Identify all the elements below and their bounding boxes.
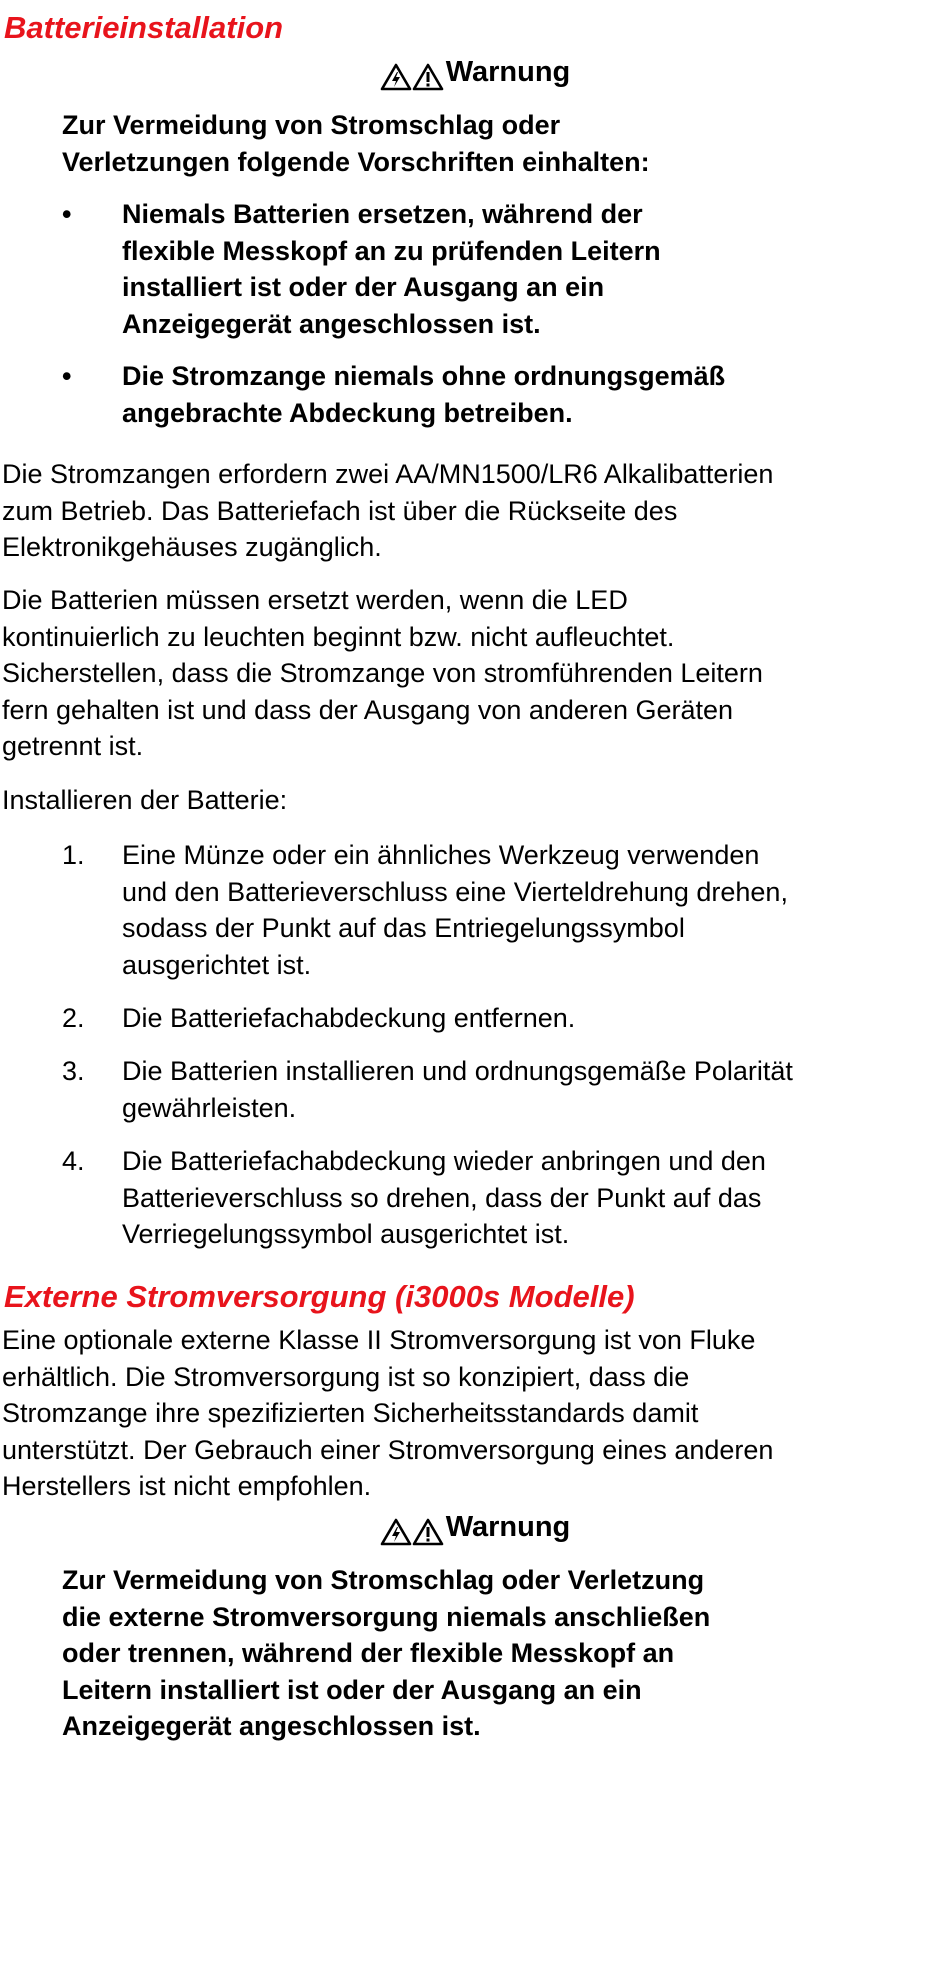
steps-intro: Installieren der Batterie:: [2, 785, 288, 815]
step-number: 4.: [62, 1146, 85, 1176]
warning-icon: [412, 63, 444, 91]
warning-line: die externe Stromversorgung niemals anschließen: [62, 1601, 711, 1632]
step-item: [62, 1143, 892, 1253]
high-voltage-warning-icon: [380, 1518, 412, 1546]
warning-icon: [412, 1518, 444, 1546]
warning-title-text: Warnung: [445, 1511, 571, 1543]
step-line: Eine Münze oder ein ähnliches Werkzeug verwenden: [122, 840, 760, 870]
bullet-line: installiert ist oder der Ausgang an ein: [122, 272, 605, 302]
warning-title: [0, 56, 950, 93]
warning-line: Anzeigegerät angeschlossen ist.: [62, 1711, 481, 1741]
warning-bullet-item: [62, 196, 862, 342]
step-item: [62, 1053, 892, 1126]
step-line: und den Batterieverschluss eine Vierteldrehung drehen,: [122, 876, 788, 907]
paragraph-line: fern gehalten ist und dass der Ausgang von anderen Geräten: [2, 694, 734, 725]
step-text: [122, 1053, 892, 1126]
paragraph-line: erhältlich. Die Stromversorgung ist so konzipiert, dass die: [2, 1361, 690, 1392]
paragraph-line: kontinuierlich zu leuchten beginnt bzw. nicht aufleuchtet.: [2, 621, 675, 652]
warning-intro-line: Zur Vermeidung von Stromschlag oder: [62, 110, 561, 140]
warning-icons: [380, 1515, 444, 1548]
step-text: [122, 1000, 892, 1037]
bullet-text: [122, 196, 862, 342]
warning-line: Leitern installiert ist oder der Ausgang an ein: [62, 1674, 642, 1705]
step-line: gewährleisten.: [122, 1092, 297, 1123]
paragraph-line: Die Batterien müssen ersetzt werden, wenn die LED: [2, 585, 628, 615]
bullet-line: Niemals Batterien ersetzen, während der: [122, 199, 643, 229]
bullet-text: [122, 358, 862, 431]
body-paragraph: [2, 456, 882, 566]
paragraph-line: Die Stromzangen erfordern zwei AA/MN1500/LR6 Alkalibatterien: [2, 459, 774, 489]
step-line: Die Batteriefachabdeckung entfernen.: [122, 1003, 576, 1033]
bullet-mark: •: [62, 199, 72, 229]
step-number: 1.: [62, 840, 85, 870]
paragraph-line: Eine optionale externe Klasse II Stromversorgung ist von Fluke: [2, 1325, 756, 1355]
paragraph-line: Stromzange ihre spezifizierten Sicherheitsstandards damit: [2, 1398, 699, 1428]
warning-body: [62, 1562, 842, 1745]
step-number: 2.: [62, 1003, 85, 1033]
section-heading-battery-installation: Batterieinstallation: [4, 10, 284, 45]
warning-icons: [380, 60, 444, 93]
step-line: sodass der Punkt auf das Entriegelungssymbol: [122, 913, 685, 943]
high-voltage-warning-icon: [380, 63, 412, 91]
warning-title-text: Warnung: [445, 56, 571, 88]
step-text: [122, 837, 892, 983]
warning-bullet-item: [62, 358, 862, 431]
step-line: Die Batteriefachabdeckung wieder anbringen und den: [122, 1146, 766, 1176]
paragraph-line: Sicherstellen, dass die Stromzange von stromführenden Leitern: [2, 658, 763, 688]
step-item: [62, 837, 892, 983]
warning-title: [0, 1511, 950, 1548]
step-item: [62, 1000, 892, 1037]
step-number: 3.: [62, 1056, 85, 1086]
step-text: [122, 1143, 892, 1253]
step-line: ausgerichtet ist.: [122, 949, 312, 980]
paragraph-line: unterstützt. Der Gebrauch einer Stromversorgung eines anderen: [2, 1434, 774, 1465]
paragraph-line: getrennt ist.: [2, 731, 144, 761]
step-line: Verriegelungssymbol ausgerichtet ist.: [122, 1219, 570, 1249]
bullet-line: angebrachte Abdeckung betreiben.: [122, 397, 573, 428]
bullet-line: Anzeigegerät angeschlossen ist.: [122, 308, 541, 339]
paragraph-line: Elektronikgehäuses zugänglich.: [2, 532, 382, 562]
body-paragraph: [2, 582, 882, 765]
warning-line: oder trennen, während der flexible Messkopf an: [62, 1638, 675, 1668]
paragraph-line: zum Betrieb. Das Batteriefach ist über die Rückseite des: [2, 495, 678, 526]
bullet-line: flexible Messkopf an zu prüfenden Leitern: [122, 235, 661, 266]
bullet-line: Die Stromzange niemals ohne ordnungsgemäß: [122, 361, 726, 391]
body-paragraph: [2, 1322, 882, 1505]
warning-intro: [62, 107, 842, 180]
warning-line: Zur Vermeidung von Stromschlag oder Verletzung: [62, 1565, 705, 1595]
paragraph-line: Herstellers ist nicht empfohlen.: [2, 1471, 372, 1501]
section-heading-external-power: Externe Stromversorgung (i3000s Modelle): [4, 1279, 635, 1314]
step-line: Batterieverschluss so drehen, dass der Punkt auf das: [122, 1182, 762, 1213]
bullet-mark: •: [62, 361, 72, 391]
warning-intro-line: Verletzungen folgende Vorschriften einhalten:: [62, 146, 650, 177]
step-line: Die Batterien installieren und ordnungsgemäße Polarität: [122, 1056, 793, 1086]
